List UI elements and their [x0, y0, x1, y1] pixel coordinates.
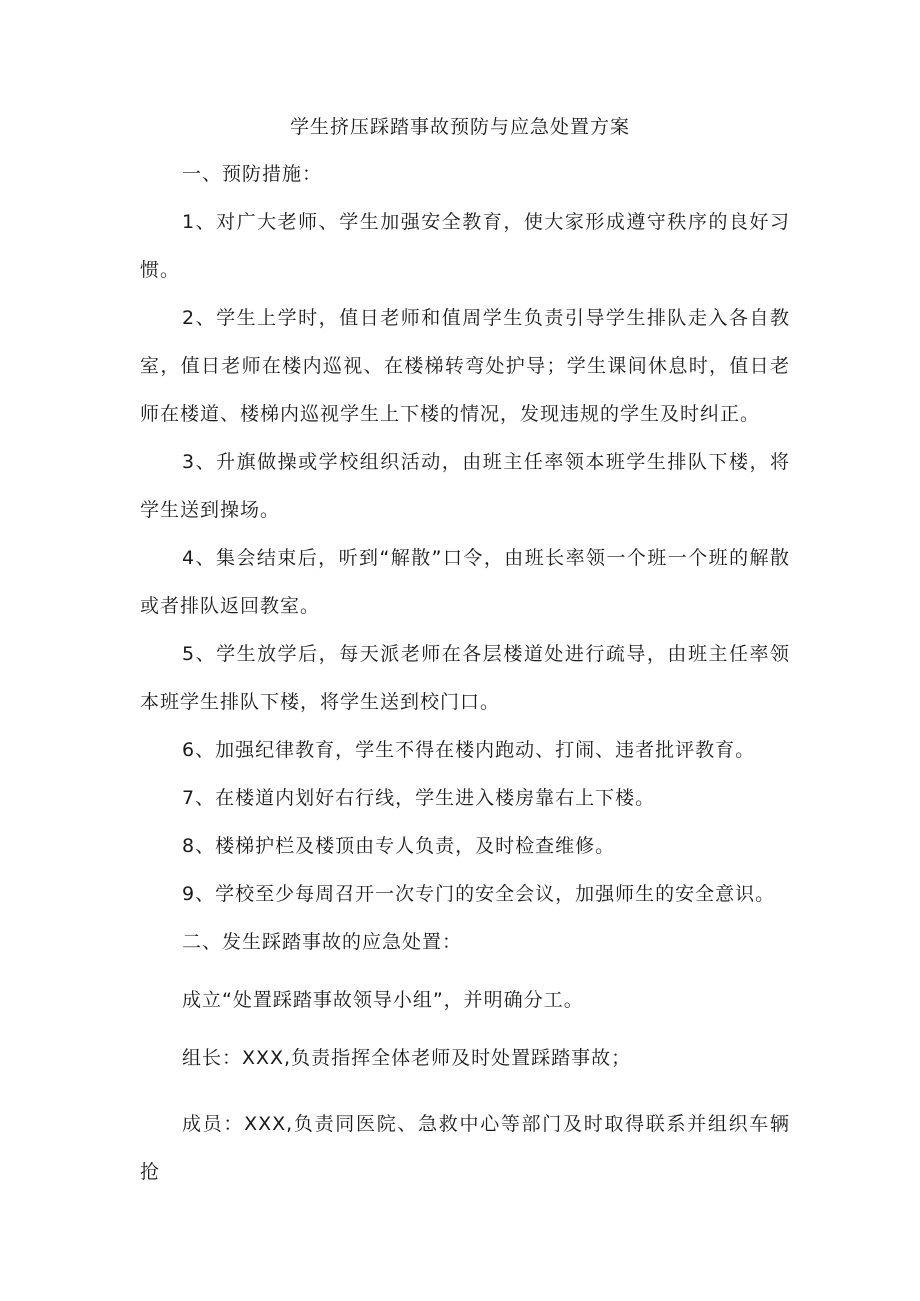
paragraph-item-5: 5、学生放学后，每天派老师在各层楼道处进行疏导，由班主任率领本班学生排队下楼，将学生送到校门口。 — [140, 643, 790, 713]
paragraph-item-1: 1、对广大老师、学生加强安全教育，使大家形成遵守秩序的良好习惯。 — [140, 211, 790, 281]
section-heading-prevention: 一、预防措施： — [182, 163, 323, 185]
paragraph-item-2: 2、学生上学时，值日老师和值周学生负责引导学生排队走入各自教室，值日老师在楼内巡视、在楼梯转弯处护导；学生课间休息时，值日老师在楼道、楼梯内巡视学生上下楼的情况，发现违规的学生及时纠正。 — [140, 307, 790, 425]
paragraph-item-8: 8、楼梯护栏及楼顶由专人负责，及时检查维修。 — [182, 835, 616, 857]
paragraph-group-leader: 组长：XXX,负责指挥全体老师及时处置踩踏事故； — [182, 1047, 632, 1069]
paragraph-item-9: 9、学校至少每周召开一次专门的安全会议，加强师生的安全意识。 — [182, 883, 776, 905]
paragraph-item-3: 3、升旗做操或学校组织活动，由班主任率领本班学生排队下楼，将学生送到操场。 — [140, 451, 790, 521]
paragraph-item-4: 4、集会结束后，听到“解散”口令，由班长率领一个班一个班的解散或者排队返回教室。 — [140, 547, 790, 617]
paragraph-item-7: 7、在楼道内划好右行线，学生进入楼房靠右上下楼。 — [182, 787, 656, 809]
paragraph-group-members: 成员：XXX,负责同医院、急救中心等部门及时取得联系并组织车辆抢 — [140, 1113, 790, 1183]
document-title: 学生挤压踩踏事故预防与应急处置方案 — [289, 116, 630, 138]
paragraph-leadership-group: 成立“处置踩踏事故领导小组”，并明确分工。 — [182, 989, 584, 1011]
section-heading-emergency: 二、发生踩踏事故的应急处置： — [182, 931, 463, 953]
paragraph-item-6: 6、加强纪律教育，学生不得在楼内跑动、打闹、违者批评教育。 — [182, 739, 756, 761]
